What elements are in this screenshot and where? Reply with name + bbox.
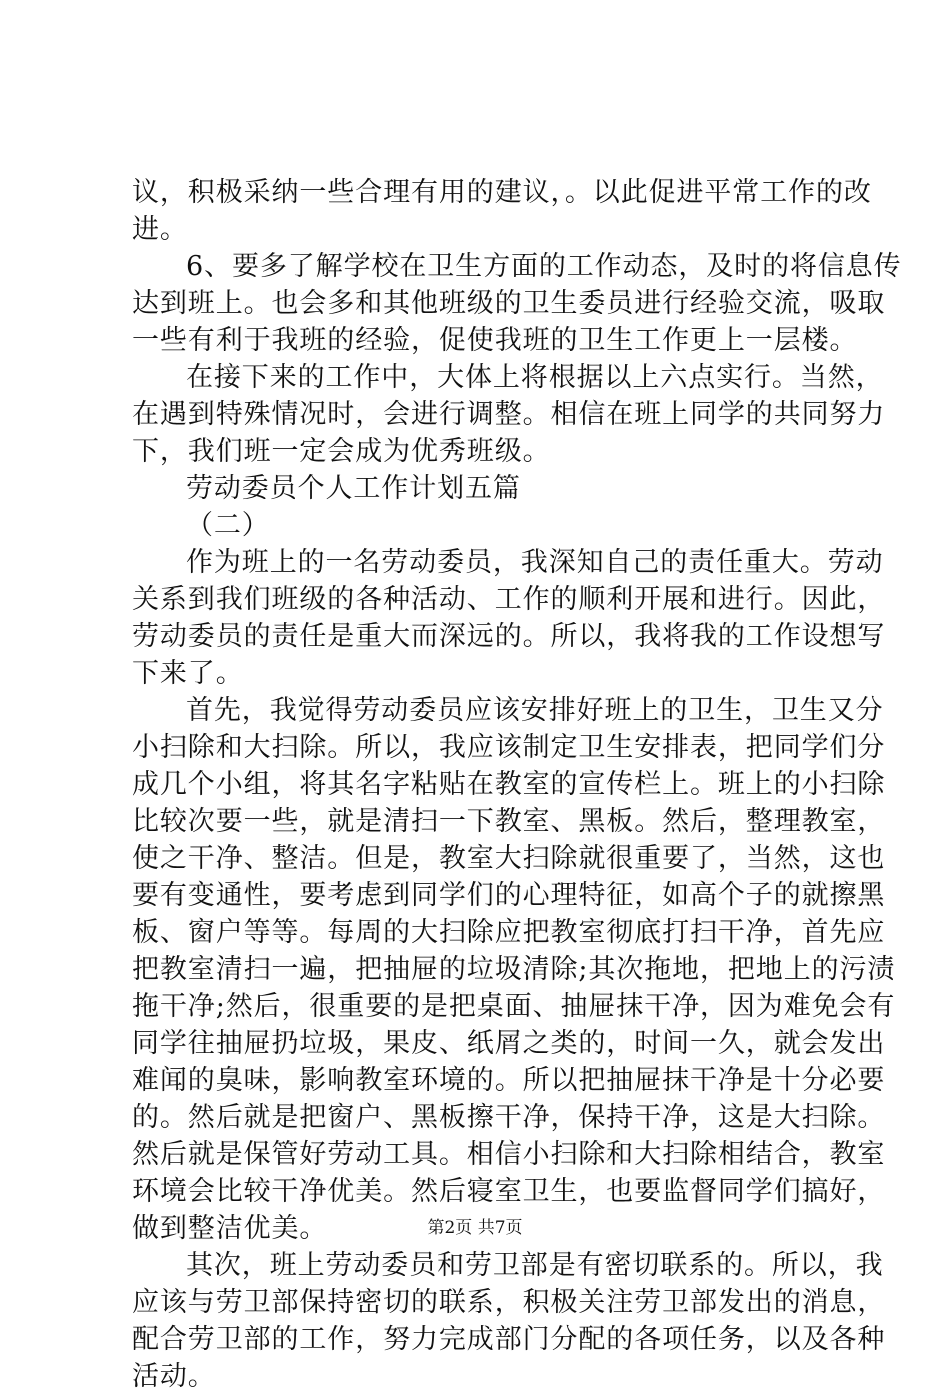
text-line: 劳动委员的责任是重大而深远的。所以，我将我的工作设想写 (132, 621, 886, 652)
text-line: 然后就是保管好劳动工具。相信小扫除和大扫除相结合，教室 (132, 1139, 886, 1170)
text-line: 活动。 (132, 1361, 216, 1392)
text-line: 小扫除和大扫除。所以，我应该制定卫生安排表，把同学们分 (132, 732, 886, 763)
text-line: 把教室清扫一遍，把抽屉的垃圾清除;其次拖地，把地上的污渍 (132, 954, 896, 985)
text-line: 在遇到特殊情况时，会进行调整。相信在班上同学的共同努力 (132, 399, 886, 430)
text-line: 首先，我觉得劳动委员应该安排好班上的卫生，卫生又分 (186, 695, 884, 726)
text-line: 劳动委员个人工作计划五篇 (186, 473, 521, 504)
text-line: 配合劳卫部的工作，努力完成部门分配的各项任务，以及各种 (132, 1324, 886, 1355)
text-line: 应该与劳卫部保持密切的联系，积极关注劳卫部发出的消息， (132, 1287, 886, 1318)
text-line: 难闻的臭味，影响教室环境的。所以把抽屉抹干净是十分必要 (132, 1065, 886, 1096)
text-line: 一些有利于我班的经验，促使我班的卫生工作更上一层楼。 (132, 325, 858, 356)
text-line: 板、窗户等等。每周的大扫除应把教室彻底打扫干净，首先应 (132, 917, 886, 948)
text-line: 在接下来的工作中，大体上将根据以上六点实行。当然， (186, 362, 884, 393)
text-line: 拖干净;然后，很重要的是把桌面、抽屉抹干净，因为难免会有 (132, 991, 896, 1022)
text-line: 做到整洁优美。 (132, 1213, 328, 1244)
text-line: 达到班上。也会多和其他班级的卫生委员进行经验交流，吸取 (132, 288, 886, 319)
text-line: 同学往抽屉扔垃圾，果皮、纸屑之类的，时间一久，就会发出 (132, 1028, 886, 1059)
page-footer: 第2页 共7页 (427, 1218, 523, 1238)
text-line: 要有变通性，要考虑到同学们的心理特征，如高个子的就擦黑 (132, 880, 886, 911)
text-line: 其次，班上劳动委员和劳卫部是有密切联系的。所以，我 (186, 1250, 884, 1281)
text-line: 使之干净、整洁。但是，教室大扫除就很重要了，当然，这也 (132, 843, 886, 874)
text-line: 成几个小组，将其名字粘贴在教室的宣传栏上。班上的小扫除 (132, 769, 886, 800)
text-line: 比较次要一些，就是清扫一下教室、黑板。然后，整理教室， (132, 806, 886, 837)
text-line: 下来了。 (132, 658, 244, 689)
document-body (132, 174, 902, 1395)
text-line: 6、要多了解学校在卫生方面的工作动态，及时的将信息传 (186, 251, 902, 282)
text-line: 的。然后就是把窗户、黑板擦干净，保持干净，这是大扫除。 (132, 1102, 886, 1133)
text-line: 环境会比较干净优美。然后寝室卫生，也要监督同学们搞好， (132, 1176, 886, 1207)
text-line: 关系到我们班级的各种活动、工作的顺利开展和进行。因此， (132, 584, 886, 615)
text-line: 进。 (132, 214, 188, 245)
text-line: （二） (186, 510, 270, 541)
text-line: 议，积极采纳一些合理有用的建议，。以此促进平常工作的改 (132, 177, 872, 208)
text-line: 下，我们班一定会成为优秀班级。 (132, 436, 551, 467)
text-line: 作为班上的一名劳动委员，我深知自己的责任重大。劳动 (186, 547, 884, 578)
